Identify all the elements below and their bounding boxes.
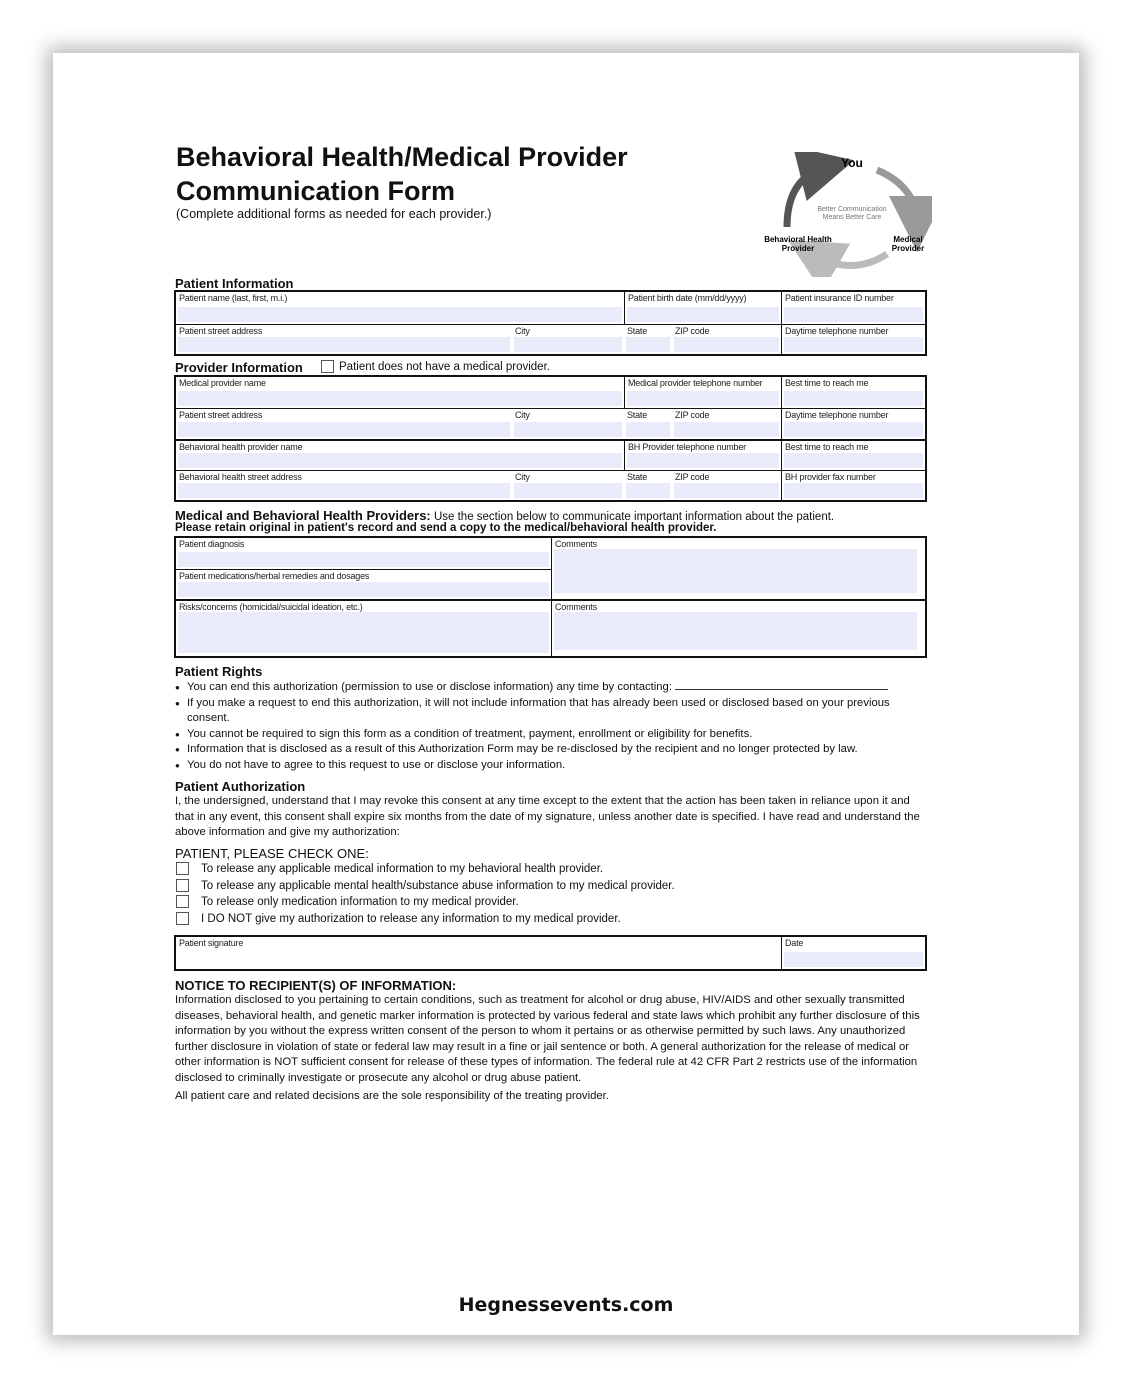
option-3[interactable] <box>176 895 519 908</box>
bh-best-time-label: Best time to reach me <box>785 442 869 452</box>
bh-state-input[interactable] <box>626 483 670 498</box>
rights-item-2: ● If you make a request to end this authorization, it will not include information that has already been used or disclosed based on your previous consent. <box>175 696 927 727</box>
arrow-right-icon <box>877 170 917 224</box>
date-label: Date <box>785 938 804 948</box>
option-2-label: To release any applicable mental health/substance abuse information to my medical provider. <box>201 879 675 892</box>
bh-best-time-cell[interactable] <box>781 441 925 470</box>
birth-date-cell[interactable] <box>624 292 781 324</box>
zip-label: ZIP code <box>675 326 710 336</box>
state-cell[interactable] <box>624 325 672 354</box>
best-time-cell[interactable] <box>781 377 925 408</box>
provider-info-table <box>174 375 927 502</box>
option-1[interactable] <box>176 862 603 875</box>
no-provider-label: Patient does not have a medical provider. <box>339 360 550 373</box>
prov-state-cell[interactable] <box>624 409 672 439</box>
communication-cycle-logo <box>752 152 932 277</box>
no-provider-option[interactable] <box>321 360 550 373</box>
notice-text: Information disclosed to you pertaining to certain conditions, such as treatment for alcohol or drug abuse, HIV/AIDS and other sexually transmitted diseases, behavioral health, and genetic marker information is protected by various federal and state laws which prohibit any further disclosure of this information by you without the express written consent of the person to whom it pertains or as otherwise permitted by such laws. Any unauthorized further disclosure in violation of state or federal law may result in a fine or jail sentence or both. A general authorization for the release of medical or other information is NOT sufficient consent for release of these types of information. The federal rule at 42 CFR Part 2 restricts use of the information disclosed to criminally investigate or prosecute any alcohol or drug abuse patient. <box>175 994 920 1084</box>
bh-best-time-input[interactable] <box>784 453 923 468</box>
day-phone-input[interactable] <box>784 422 923 437</box>
patient-row-2 <box>176 324 925 354</box>
date-cell[interactable] <box>781 937 925 969</box>
rights-item-1-text: You can end this authorization (permission to use or disclose information) any time by contacting: <box>187 681 672 693</box>
rights-heading: Patient Rights <box>175 664 263 679</box>
prov-state-label: State <box>627 410 648 420</box>
signature-cell[interactable] <box>176 937 781 969</box>
med-phone-label: Medical provider telephone number <box>628 378 763 388</box>
risks-input[interactable] <box>178 612 549 653</box>
provider-info-heading: Provider Information <box>175 360 303 375</box>
medications-cell[interactable] <box>176 569 551 599</box>
no-provider-checkbox[interactable] <box>321 360 334 373</box>
form-subtitle: (Complete additional forms as needed for each provider.) <box>176 207 492 221</box>
city-label: City <box>515 326 530 336</box>
option-1-checkbox[interactable] <box>176 862 189 875</box>
bh-phone-input[interactable] <box>627 453 779 468</box>
phone-label: Daytime telephone number <box>785 326 889 336</box>
bh-street-label: Behavioral health street address <box>179 472 302 482</box>
bh-city-cell[interactable] <box>512 471 624 500</box>
logo-right-1: Medical <box>893 235 923 244</box>
signature-input[interactable] <box>178 952 779 967</box>
med-name-input[interactable] <box>178 391 622 406</box>
communication-instruction: Use the section below to communicate important information about the patient. <box>433 511 835 523</box>
birth-date-input[interactable] <box>627 307 779 322</box>
bh-city-label: City <box>515 472 530 482</box>
responsibility-text: All patient care and related decisions are the sole responsibility of the treating provider. <box>175 1090 609 1102</box>
signature-table <box>174 935 927 971</box>
logo-center-2: Means Better Care <box>822 214 882 221</box>
title-line-2: Communication Form <box>176 176 456 206</box>
prov-city-label: City <box>515 410 530 420</box>
city-input[interactable] <box>514 337 622 352</box>
bh-fax-input[interactable] <box>784 483 923 498</box>
phone-input[interactable] <box>784 337 923 352</box>
rights-item-1 <box>175 680 927 696</box>
provider-row-1 <box>176 377 925 408</box>
notice-heading: NOTICE TO RECIPIENT(S) OF INFORMATION: <box>175 978 457 993</box>
logo-you: You <box>841 156 863 170</box>
comments1-cell[interactable] <box>551 538 925 599</box>
option-2[interactable] <box>176 879 675 892</box>
bh-city-input[interactable] <box>514 483 622 498</box>
med-name-label: Medical provider name <box>179 378 266 388</box>
option-1-label: To release any applicable medical information to my behavioral health provider. <box>201 862 604 875</box>
bh-street-input[interactable] <box>178 483 510 498</box>
diagnosis-input[interactable] <box>178 552 549 567</box>
option-4-label: I DO NOT give my authorization to release any information to my medical provider. <box>201 912 621 925</box>
prov-street-input[interactable] <box>178 422 510 437</box>
bh-name-cell[interactable] <box>176 441 624 470</box>
communication-table <box>174 536 927 658</box>
prov-street-cell[interactable] <box>176 409 512 439</box>
arrow-left-icon <box>787 167 827 227</box>
rights-list <box>175 680 927 773</box>
date-input[interactable] <box>784 952 923 967</box>
patient-name-label: Patient name (last, first, m.i.) <box>179 293 288 303</box>
diagnosis-label: Patient diagnosis <box>179 539 245 549</box>
authorization-heading: Patient Authorization <box>175 779 306 794</box>
communication-heading: Medical and Behavioral Health Providers: <box>175 508 431 523</box>
bh-phone-cell[interactable] <box>624 441 781 470</box>
rights-item-3: ● You cannot be required to sign this form as a condition of treatment, payment, enrollment or eligibility for benefits. <box>175 727 927 743</box>
phone-cell[interactable] <box>781 325 925 354</box>
option-4[interactable] <box>176 912 621 925</box>
prov-street-label: Patient street address <box>179 410 263 420</box>
insurance-cell[interactable] <box>781 292 925 324</box>
prov-city-cell[interactable] <box>512 409 624 439</box>
patient-row-1 <box>176 292 925 324</box>
bh-name-label: Behavioral health provider name <box>179 442 303 452</box>
patient-info-heading: Patient Information <box>175 276 294 291</box>
best-time-label: Best time to reach me <box>785 378 869 388</box>
prov-city-input[interactable] <box>514 422 622 437</box>
prov-zip-input[interactable] <box>674 422 779 437</box>
bh-zip-input[interactable] <box>674 483 779 498</box>
patient-name-cell[interactable] <box>176 292 624 324</box>
day-phone-label: Daytime telephone number <box>785 410 889 420</box>
rights-item-4: ● Information that is disclosed as a result of this Authorization Form may be re-disclosed by the recipient and no longer protected by law. <box>175 742 927 758</box>
provider-row-2 <box>176 408 925 439</box>
logo-center-1: Better Communication <box>817 206 887 213</box>
birth-date-label: Patient birth date (mm/dd/yyyy) <box>628 293 747 303</box>
arrow-bottom-icon <box>812 254 887 266</box>
bh-zip-cell[interactable] <box>672 471 781 500</box>
logo-left-1: Behavioral Health <box>764 235 832 244</box>
provider-row-3 <box>176 439 925 470</box>
comments1-label: Comments <box>555 539 597 549</box>
risks-label: Risks/concerns (homicidal/suicidal ideation, etc.) <box>179 602 363 612</box>
bh-state-cell[interactable] <box>624 471 672 500</box>
option-3-checkbox[interactable] <box>176 895 189 908</box>
option-2-checkbox[interactable] <box>176 879 189 892</box>
medications-label: Patient medications/herbal remedies and dosages <box>179 571 370 581</box>
rights-item-5: ● You do not have to agree to this request to use or disclose your information. <box>175 758 927 774</box>
authorization-text: I, the undersigned, understand that I may revoke this consent at any time except to the extent that the action has been taken in reliance upon it and that in any event, this consent shall expire six months from the date of my signature, unless another date is specified. I have read and understand the above information and give my authorization: <box>175 795 920 838</box>
state-input[interactable] <box>626 337 670 352</box>
site-watermark: Hegnessevents.com <box>458 1294 674 1316</box>
prov-state-input[interactable] <box>626 422 670 437</box>
bh-name-input[interactable] <box>178 453 622 468</box>
bh-fax-label: BH provider fax number <box>785 472 876 482</box>
check-one-heading: PATIENT, PLEASE CHECK ONE: <box>175 846 369 861</box>
logo-left-2: Provider <box>781 244 815 253</box>
prov-zip-cell[interactable] <box>672 409 781 439</box>
comments2-label: Comments <box>555 602 597 612</box>
option-4-checkbox[interactable] <box>176 912 189 925</box>
comments2-input[interactable] <box>554 612 917 650</box>
diagnosis-cell[interactable] <box>176 538 551 569</box>
city-cell[interactable] <box>512 325 624 354</box>
bh-street-cell[interactable] <box>176 471 512 500</box>
signature-label: Patient signature <box>179 938 244 948</box>
provider-row-4 <box>176 470 925 500</box>
title-line-1: Behavioral Health/Medical Provider <box>176 142 628 172</box>
retain-instruction: Please retain original in patient's record and send a copy to the medical/behavioral health provider. <box>175 522 717 534</box>
day-phone-cell[interactable] <box>781 409 925 439</box>
bh-zip-label: ZIP code <box>675 472 710 482</box>
med-phone-input[interactable] <box>627 391 779 406</box>
best-time-input[interactable] <box>784 391 923 406</box>
insurance-input[interactable] <box>784 307 923 322</box>
street-input[interactable] <box>178 337 510 352</box>
zip-cell[interactable] <box>672 325 781 354</box>
med-name-cell[interactable] <box>176 377 624 408</box>
medications-input[interactable] <box>178 582 549 597</box>
logo-right-2: Provider <box>891 244 925 253</box>
bh-state-label: State <box>627 472 648 482</box>
prov-zip-label: ZIP code <box>675 410 710 420</box>
bh-phone-label: BH Provider telephone number <box>628 442 746 452</box>
street-label: Patient street address <box>179 326 263 336</box>
med-phone-cell[interactable] <box>624 377 781 408</box>
zip-input[interactable] <box>674 337 779 352</box>
bh-fax-cell[interactable] <box>781 471 925 500</box>
risks-cell[interactable] <box>176 599 551 656</box>
form-title <box>176 140 628 208</box>
state-label: State <box>627 326 648 336</box>
patient-name-input[interactable] <box>178 307 622 322</box>
insurance-label: Patient insurance ID number <box>785 293 894 303</box>
option-3-label: To release only medication information to my medical provider. <box>201 895 519 908</box>
communication-heading-line <box>175 508 834 523</box>
contact-input[interactable] <box>675 680 888 690</box>
street-cell[interactable] <box>176 325 512 354</box>
comments1-input[interactable] <box>554 549 917 593</box>
patient-info-table <box>174 290 927 356</box>
comments2-cell[interactable] <box>551 599 925 656</box>
